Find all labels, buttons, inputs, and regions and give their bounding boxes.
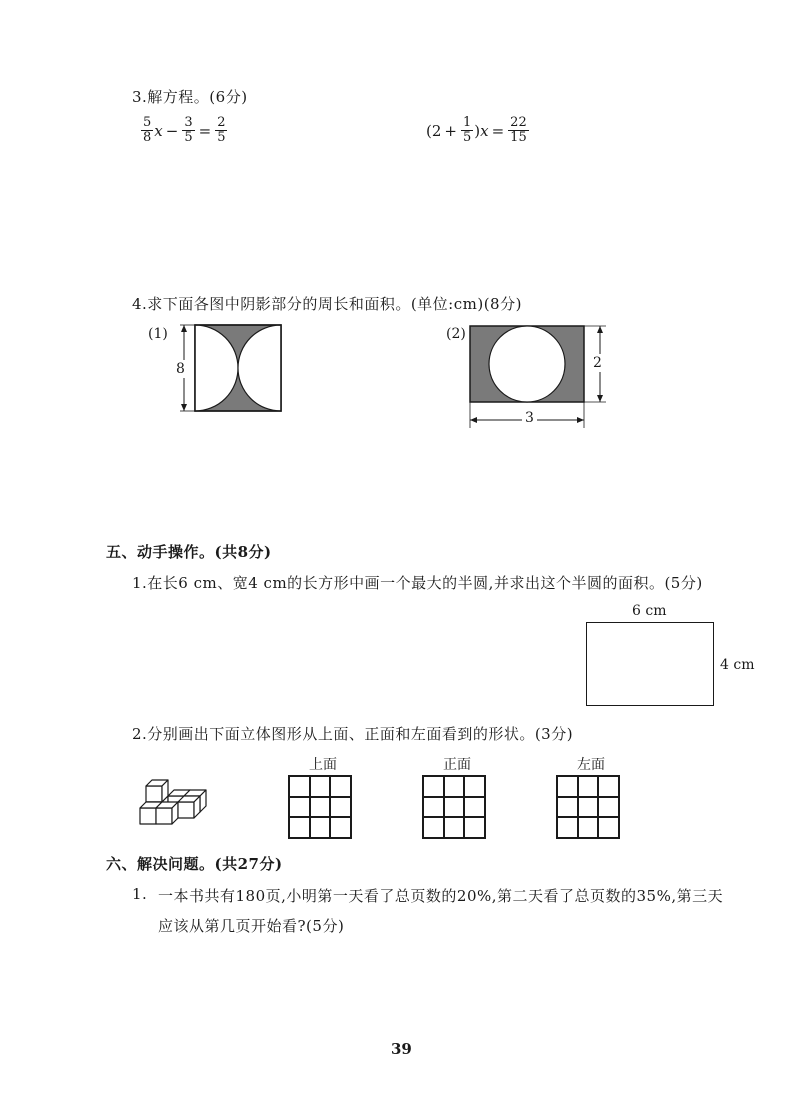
fig2-circle [489, 326, 565, 402]
fig1-dimension-label: 8 [176, 361, 185, 377]
rectangle-width-label: 6 cm [632, 603, 667, 619]
q4-title: 4.求下面各图中阴影部分的周长和面积。(单位:cm)(8分) [132, 295, 522, 313]
grid-left-view[interactable] [556, 775, 620, 839]
page-number: 39 [391, 1040, 412, 1058]
grid-cell[interactable] [423, 776, 444, 797]
grid-cell[interactable] [464, 817, 485, 838]
section-6-q1-line-2: 应该从第几页开始看?(5分) [158, 917, 345, 935]
grid-cell[interactable] [289, 797, 310, 818]
fraction-3-5: $\frac{3}{5}$ [184, 115, 193, 145]
grid-cell[interactable] [444, 776, 465, 797]
grid-cell[interactable] [330, 817, 351, 838]
q3-equation-1: $\frac{5}{8}$ x − $\frac{3}{5}$ = $\frac{2}{5}$ [143, 115, 226, 145]
section-5-q1-text: 1.在长6 cm、宽4 cm的长方形中画一个最大的半圆,并求出这个半圆的面积。(5分) [132, 574, 703, 592]
grid-cell[interactable] [578, 797, 599, 818]
grid-cell[interactable] [310, 817, 331, 838]
grid-cell[interactable] [289, 817, 310, 838]
view-label-front: 正面 [443, 757, 471, 773]
section-6-q1-number: 1. [132, 885, 148, 903]
grid-cell[interactable] [598, 776, 619, 797]
grid-cell[interactable] [330, 776, 351, 797]
section-5-q2-text: 2.分别画出下面立体图形从上面、正面和左面看到的形状。(3分) [132, 725, 574, 743]
fraction-22-15: $\frac{22}{15}$ [510, 115, 527, 145]
grid-cell[interactable] [598, 817, 619, 838]
grid-cell[interactable] [310, 776, 331, 797]
figure-1-label: (1) [148, 326, 168, 342]
q3-title: 3.解方程。(6分) [132, 88, 248, 106]
fraction-2-5: $\frac{2}{5}$ [217, 115, 226, 145]
section-6-q1-line-1: 一本书共有180页,小明第一天看了总页数的20%,第二天看了总页数的35%,第三天 [158, 887, 724, 905]
grid-top-view[interactable] [288, 775, 352, 839]
grid-cell[interactable] [464, 776, 485, 797]
grid-cell[interactable] [289, 776, 310, 797]
figure-2-label: (2) [446, 326, 466, 342]
drawing-rectangle[interactable] [586, 622, 714, 706]
grid-cell[interactable] [598, 797, 619, 818]
fraction-1-5: $\frac{1}{5}$ [462, 115, 472, 145]
grid-cell[interactable] [578, 776, 599, 797]
grid-cell[interactable] [330, 797, 351, 818]
q3-equation-2: (2 + $\frac{1}{5}$ ) x = $\frac{22}{15}$ [426, 115, 527, 145]
grid-cell[interactable] [423, 817, 444, 838]
grid-cell[interactable] [557, 776, 578, 797]
grid-cell[interactable] [423, 797, 444, 818]
grid-cell[interactable] [464, 797, 485, 818]
grid-cell[interactable] [444, 817, 465, 838]
figure-2-diagram [464, 320, 614, 435]
view-label-left: 左面 [577, 757, 605, 773]
section-6-title: 六、解决问题。(共27分) [106, 855, 283, 873]
grid-cell[interactable] [578, 817, 599, 838]
grid-cell[interactable] [444, 797, 465, 818]
grid-cell[interactable] [557, 797, 578, 818]
fig2-width-label: 3 [522, 410, 537, 426]
rectangle-height-label: 4 cm [720, 657, 755, 673]
grid-cell[interactable] [310, 797, 331, 818]
solid-figure-cubes [130, 776, 220, 838]
grid-cell[interactable] [557, 817, 578, 838]
view-label-top: 上面 [309, 757, 337, 773]
fig2-height-label: 2 [593, 355, 602, 371]
section-5-title: 五、动手操作。(共8分) [106, 543, 272, 561]
figure-1-diagram [170, 320, 295, 420]
grid-front-view[interactable] [422, 775, 486, 839]
fraction-5-8: $\frac{5}{8}$ [143, 115, 152, 145]
